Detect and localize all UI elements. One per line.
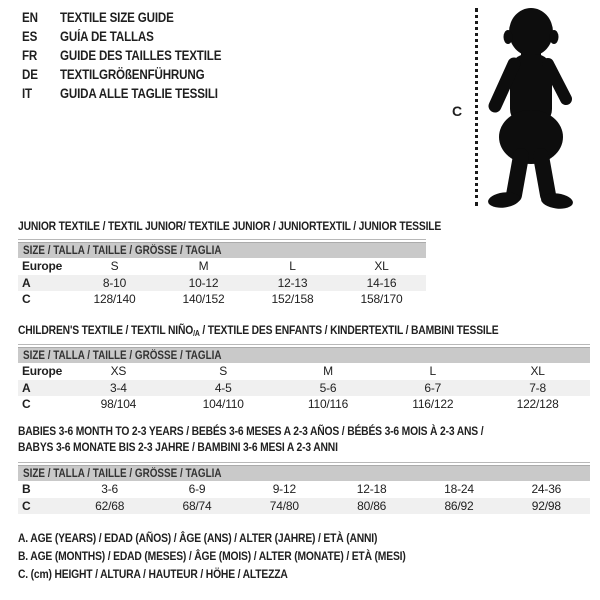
language-code: IT	[22, 86, 32, 101]
legend-footnotes	[18, 531, 469, 585]
table-row	[18, 363, 590, 380]
language-line-es	[22, 27, 248, 46]
footnote-a-text: A. AGE (YEARS) / EDAD (AÑOS) / ÂGE (ANS) / ALTER (JAHRE) / ETÀ (ANNI)	[18, 531, 378, 545]
size-header-label: SIZE / TALLA / TAILLE / GRÖSSE / TAGLIA	[23, 349, 222, 362]
table-cell: 3-4	[110, 380, 127, 395]
size-header-bar	[18, 347, 590, 363]
children-title-subscript: /A	[193, 329, 200, 338]
table-cell: 24-36	[531, 482, 562, 497]
guide-title: GUIDA ALLE TAGLIE TESSILI	[60, 86, 218, 101]
table-cell: S	[110, 259, 119, 274]
size-header-label: SIZE / TALLA / TAILLE / GRÖSSE / TAGLIA	[23, 467, 222, 480]
table-cell: 62/68	[95, 498, 125, 513]
table-top-rule	[18, 344, 590, 345]
table-cell: 7-8	[529, 380, 546, 395]
table-cell: S	[219, 364, 228, 379]
language-code: DE	[22, 67, 38, 82]
children-table-title-text	[18, 322, 498, 342]
table-cell: 9-12	[272, 482, 296, 497]
children-title-pre: CHILDREN'S TEXTILE / TEXTIL NIÑO	[18, 323, 194, 337]
guide-title: TEXTILGRÖßENFÜHRUNG	[60, 67, 205, 82]
height-measure-dotted-line	[475, 8, 478, 206]
babies-title-line1: BABIES 3-6 MONTH TO 2-3 YEARS / BEBÉS 3-6 MESES A 2-3 AÑOS / BÉBÉS 3-6 MOIS À 2-3 ANS /	[18, 424, 484, 438]
table-cell: 98/104	[100, 397, 137, 412]
table-cell: 18-24	[444, 482, 474, 497]
row-label: C	[22, 397, 31, 412]
table-cell: 122/128	[516, 397, 559, 412]
guide-title: GUÍA DE TALLAS	[60, 29, 154, 44]
language-line-de	[22, 65, 248, 84]
language-line-it	[22, 84, 248, 103]
language-code: EN	[22, 10, 38, 25]
children-title-post: / TEXTILE DES ENFANTS / KINDERTEXTIL / BAMBINI TESSILE	[199, 323, 499, 337]
footnote-c-text: C. (cm) HEIGHT / ALTURA / HAUTEUR / HÖHE / ALTEZZA	[18, 567, 288, 581]
table-cell: 116/122	[412, 397, 454, 412]
table-top-rule	[18, 239, 426, 240]
babies-table-title	[18, 423, 559, 455]
row-label: A	[22, 275, 31, 290]
children-table-title	[18, 322, 577, 342]
table-cell: 104/110	[202, 397, 244, 412]
table-cell: 140/152	[182, 292, 225, 307]
row-label: C	[22, 292, 31, 307]
table-cell: 152/158	[271, 292, 314, 307]
junior-table-title-text: JUNIOR TEXTILE / TEXTIL JUNIOR/ TEXTILE JUNIOR / JUNIORTEXTIL / JUNIOR TESSILE	[18, 219, 442, 233]
table-row	[18, 291, 426, 308]
size-header-bar	[18, 242, 426, 258]
table-cell: 3-6	[101, 482, 119, 497]
baby-silhouette	[482, 6, 580, 210]
babies-title-line2: BABYS 3-6 MONATE BIS 2-3 JAHRE / BAMBINI 3-6 MESI A 2-3 ANNI	[18, 440, 338, 454]
size-header-bar	[18, 465, 590, 481]
table-cell: L	[429, 364, 437, 379]
table-cell: 6-9	[188, 482, 206, 497]
row-label: B	[22, 482, 31, 497]
table-cell: 6-7	[424, 380, 442, 395]
footnote-b-text: B. AGE (MONTHS) / EDAD (MESES) / ÂGE (MOIS) / ALTER (MONATE) / ETÀ (MESI)	[18, 549, 406, 563]
table-cell: XL	[530, 364, 545, 379]
guide-title: TEXTILE SIZE GUIDE	[60, 10, 174, 25]
row-label: Europe	[22, 364, 63, 379]
footnote-c	[18, 567, 469, 585]
footnote-b	[18, 549, 469, 567]
guide-title: GUIDE DES TAILLES TEXTILE	[60, 48, 222, 63]
size-header-label: SIZE / TALLA / TAILLE / GRÖSSE / TAGLIA	[23, 244, 222, 257]
junior-size-table	[18, 239, 426, 308]
table-cell: XS	[110, 364, 127, 379]
junior-table-title	[18, 218, 510, 234]
row-label: Europe	[22, 259, 63, 274]
babies-size-table	[18, 462, 590, 514]
table-row	[18, 275, 426, 292]
table-row	[18, 380, 590, 397]
table-row	[18, 481, 590, 498]
table-cell: L	[289, 259, 296, 274]
language-title-list	[22, 8, 248, 103]
babies-table-rows	[18, 481, 590, 514]
table-cell: 128/140	[93, 292, 136, 307]
table-cell: 74/80	[269, 498, 299, 513]
table-cell: 8-10	[102, 275, 127, 290]
language-code: ES	[22, 29, 38, 44]
table-cell: 68/74	[182, 498, 212, 513]
row-label: C	[22, 498, 31, 513]
table-cell: 80/86	[357, 498, 387, 513]
table-row	[18, 396, 590, 413]
table-row	[18, 258, 426, 275]
measure-label-c: C	[452, 103, 463, 119]
language-line-fr	[22, 46, 248, 65]
table-cell: 92/98	[531, 498, 561, 513]
table-cell: XL	[374, 259, 389, 274]
children-table-rows	[18, 363, 590, 413]
table-cell: 5-6	[319, 380, 337, 395]
row-label: A	[22, 380, 31, 395]
children-size-table	[18, 344, 590, 413]
table-cell: 14-16	[366, 275, 397, 290]
table-cell: 12-13	[277, 275, 308, 290]
table-cell: 110/116	[307, 397, 349, 412]
table-top-rule	[18, 462, 590, 463]
table-cell: M	[323, 364, 333, 379]
table-cell: M	[198, 259, 209, 274]
table-cell: 10-12	[188, 275, 219, 290]
language-line-en	[22, 8, 248, 27]
table-cell: 4-5	[214, 380, 232, 395]
table-cell: 86/92	[444, 498, 474, 513]
footnote-a	[18, 531, 469, 549]
table-cell: 158/170	[360, 292, 403, 307]
junior-table-rows	[18, 258, 426, 308]
language-code: FR	[22, 48, 38, 63]
table-cell: 12-18	[356, 482, 387, 497]
table-row	[18, 498, 590, 515]
